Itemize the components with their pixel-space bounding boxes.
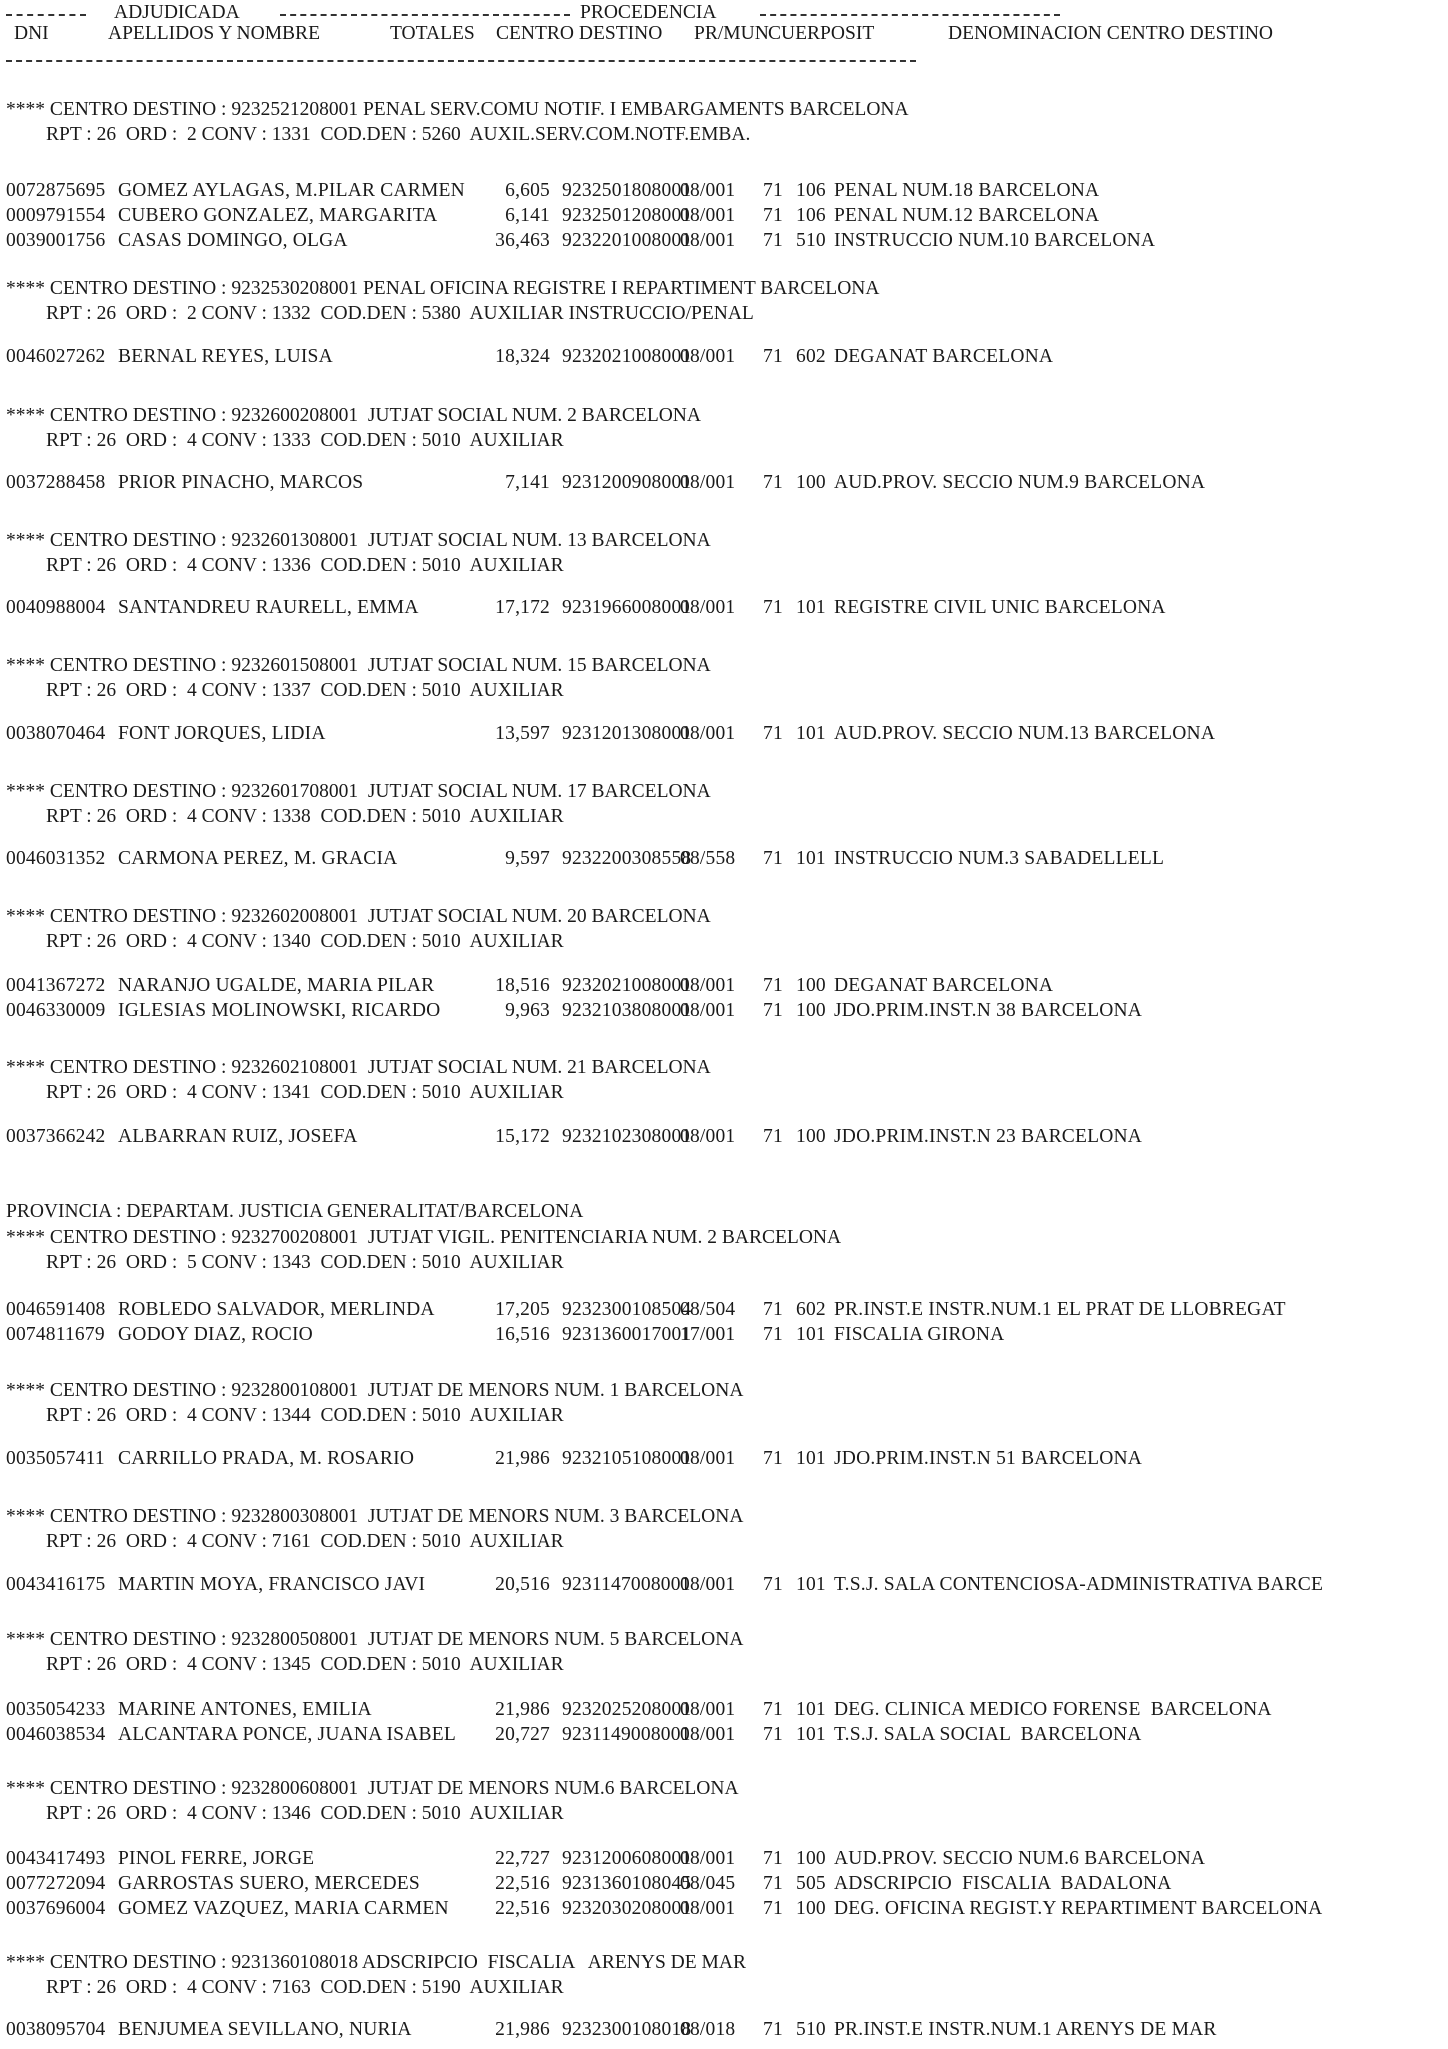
col-cuerpo: CUERPO xyxy=(768,23,845,44)
name-cell: MARTIN MOYA, FRANCISCO JAVI xyxy=(118,1574,426,1595)
prmun-cell: 08/001 xyxy=(680,1448,736,1469)
col-sit: SIT xyxy=(845,23,875,44)
dni-cell: 0035057411 xyxy=(6,1448,105,1469)
sit-cell: 510 xyxy=(796,2019,826,2040)
table-row xyxy=(0,721,1448,746)
dni-cell: 0039001756 xyxy=(6,230,106,251)
totales-cell: 6,141 xyxy=(505,205,550,226)
sit-cell: 106 xyxy=(796,180,826,201)
dni-cell: 0046330009 xyxy=(6,1000,106,1021)
denominacion-cell: JDO.PRIM.INST.N 51 BARCELONA xyxy=(834,1448,1143,1469)
prmun-cell: 08/018 xyxy=(680,2019,736,2040)
center-title-line xyxy=(0,528,1448,553)
cuerpo-cell: 71 xyxy=(763,597,783,618)
center-title-line xyxy=(0,276,1448,301)
cuerpo-cell: 71 xyxy=(763,1873,783,1894)
denominacion-cell: AUD.PROV. SECCIO NUM.13 BARCELONA xyxy=(834,723,1216,744)
center-title: **** CENTRO DESTINO : 9232602108001 JUTJAT SOCIAL NUM. 21 BARCELONA xyxy=(6,1057,711,1078)
name-cell: CASAS DOMINGO, OLGA xyxy=(118,230,348,251)
sit-cell: 510 xyxy=(796,230,826,251)
sit-cell: 100 xyxy=(796,1126,826,1147)
sit-cell: 100 xyxy=(796,975,826,996)
dni-cell: 0009791554 xyxy=(6,205,106,226)
centro-destino-cell: 9232021008001 xyxy=(562,346,692,367)
totales-cell: 9,963 xyxy=(505,1000,550,1021)
cuerpo-cell: 71 xyxy=(763,1724,783,1745)
centro-destino-cell: 9231966008001 xyxy=(562,597,692,618)
denominacion-cell: AUD.PROV. SECCIO NUM.9 BARCELONA xyxy=(834,472,1206,493)
centro-destino-cell: 9232300108504 xyxy=(562,1299,692,1320)
denominacion-cell: INSTRUCCIO NUM.10 BARCELONA xyxy=(834,230,1156,251)
name-cell: MARINE ANTONES, EMILIA xyxy=(118,1699,372,1720)
center-rpt-line xyxy=(0,1080,1448,1105)
totales-cell: 36,463 xyxy=(495,230,550,251)
center-title-line xyxy=(0,97,1448,122)
col-totales: TOTALES xyxy=(390,23,475,44)
dni-cell: 0046591408 xyxy=(6,1299,106,1320)
centro-destino-cell: 9232201008001 xyxy=(562,230,692,251)
center-title: **** CENTRO DESTINO : 9232800608001 JUTJAT DE MENORS NUM.6 BARCELONA xyxy=(6,1778,739,1799)
centro-destino-cell: 9232021008001 xyxy=(562,975,692,996)
center-title: **** CENTRO DESTINO : 9232800308001 JUTJAT DE MENORS NUM. 3 BARCELONA xyxy=(6,1506,744,1527)
dni-cell: 0074811679 xyxy=(6,1324,105,1345)
totales-cell: 6,605 xyxy=(505,180,550,201)
centro-destino-cell: 9231200908001 xyxy=(562,472,692,493)
denominacion-cell: T.S.J. SALA CONTENCIOSA-ADMINISTRATIVA BARCE xyxy=(834,1574,1324,1595)
cuerpo-cell: 71 xyxy=(763,346,783,367)
cuerpo-cell: 71 xyxy=(763,1898,783,1919)
center-title: **** CENTRO DESTINO : 9232800508001 JUTJAT DE MENORS NUM. 5 BARCELONA xyxy=(6,1629,744,1650)
name-cell: CUBERO GONZALEZ, MARGARITA xyxy=(118,205,438,226)
denominacion-cell: T.S.J. SALA SOCIAL BARCELONA xyxy=(834,1724,1142,1745)
prmun-cell: 08/001 xyxy=(680,1000,736,1021)
sit-cell: 101 xyxy=(796,723,826,744)
center-title-line xyxy=(0,779,1448,804)
name-cell: GOMEZ AYLAGAS, M.PILAR CARMEN xyxy=(118,180,465,201)
denominacion-cell: JDO.PRIM.INST.N 38 BARCELONA xyxy=(834,1000,1143,1021)
centro-destino-cell: 9231360017001 xyxy=(562,1324,692,1345)
cuerpo-cell: 71 xyxy=(763,472,783,493)
col-dni: DNI xyxy=(14,23,49,44)
totales-cell: 21,986 xyxy=(495,1699,550,1720)
cuerpo-cell: 71 xyxy=(763,180,783,201)
cuerpo-cell: 71 xyxy=(763,1574,783,1595)
prmun-cell: 08/001 xyxy=(680,180,736,201)
center-rpt: RPT : 26 ORD : 4 CONV : 1336 COD.DEN : 5010 AUXILIAR xyxy=(46,555,564,576)
table-row xyxy=(0,1697,1448,1722)
province-text: PROVINCIA : DEPARTAM. JUSTICIA GENERALITAT/BARCELONA xyxy=(6,1201,584,1222)
center-title: **** CENTRO DESTINO : 9232530208001 PENAL OFICINA REGISTRE I REPARTIMENT BARCELONA xyxy=(6,278,880,299)
totales-cell: 18,516 xyxy=(495,975,550,996)
center-title-line xyxy=(0,1776,1448,1801)
header-procedencia: PROCEDENCIA xyxy=(580,2,717,23)
denominacion-cell: PENAL NUM.12 BARCELONA xyxy=(834,205,1100,226)
center-rpt: RPT : 26 ORD : 4 CONV : 1338 COD.DEN : 5010 AUXILIAR xyxy=(46,806,564,827)
totales-cell: 18,324 xyxy=(495,346,550,367)
dni-cell: 0037288458 xyxy=(6,472,106,493)
center-title: **** CENTRO DESTINO : 9231360108018 ADSCRIPCIO FISCALIA ARENYS DE MAR xyxy=(6,1952,746,1973)
table-row xyxy=(0,998,1448,1023)
center-rpt-line xyxy=(0,678,1448,703)
center-rpt-line xyxy=(0,1529,1448,1554)
sit-cell: 100 xyxy=(796,1000,826,1021)
center-rpt-line xyxy=(0,1403,1448,1428)
prmun-cell: 08/001 xyxy=(680,205,736,226)
table-row xyxy=(0,1722,1448,1747)
center-rpt: RPT : 26 ORD : 4 CONV : 7161 COD.DEN : 5010 AUXILIAR xyxy=(46,1531,564,1552)
table-row xyxy=(0,1896,1448,1921)
denominacion-cell: JDO.PRIM.INST.N 23 BARCELONA xyxy=(834,1126,1143,1147)
center-title-line xyxy=(0,403,1448,428)
prmun-cell: 08/001 xyxy=(680,723,736,744)
table-row xyxy=(0,1124,1448,1149)
center-rpt: RPT : 26 ORD : 4 CONV : 1333 COD.DEN : 5010 AUXILIAR xyxy=(46,430,564,451)
totales-cell: 22,516 xyxy=(495,1898,550,1919)
totales-cell: 22,516 xyxy=(495,1873,550,1894)
prmun-cell: 08/001 xyxy=(680,975,736,996)
center-title: **** CENTRO DESTINO : 9232601708001 JUTJAT SOCIAL NUM. 17 BARCELONA xyxy=(6,781,711,802)
col-denominacion: DENOMINACION CENTRO DESTINO xyxy=(948,23,1273,44)
sit-cell: 106 xyxy=(796,205,826,226)
name-cell: PINOL FERRE, JORGE xyxy=(118,1848,315,1869)
centro-destino-cell: 9231200608001 xyxy=(562,1848,692,1869)
center-title: **** CENTRO DESTINO : 9232602008001 JUTJAT SOCIAL NUM. 20 BARCELONA xyxy=(6,906,711,927)
cuerpo-cell: 71 xyxy=(763,975,783,996)
prmun-cell: 08/001 xyxy=(680,597,736,618)
denominacion-cell: AUD.PROV. SECCIO NUM.6 BARCELONA xyxy=(834,1848,1206,1869)
name-cell: BENJUMEA SEVILLANO, NURIA xyxy=(118,2019,412,2040)
prmun-cell: 08/001 xyxy=(680,1848,736,1869)
sit-cell: 101 xyxy=(796,1574,826,1595)
cuerpo-cell: 71 xyxy=(763,1448,783,1469)
totales-cell: 20,727 xyxy=(495,1724,550,1745)
name-cell: PRIOR PINACHO, MARCOS xyxy=(118,472,364,493)
center-rpt: RPT : 26 ORD : 4 CONV : 7163 COD.DEN : 5190 AUXILIAR xyxy=(46,1977,564,1998)
dni-cell: 0041367272 xyxy=(6,975,106,996)
sit-cell: 101 xyxy=(796,597,826,618)
table-row xyxy=(0,1846,1448,1871)
cuerpo-cell: 71 xyxy=(763,1000,783,1021)
center-rpt-line xyxy=(0,553,1448,578)
name-cell: BERNAL REYES, LUISA xyxy=(118,346,333,367)
centro-destino-cell: 9232501208001 xyxy=(562,205,692,226)
dni-cell: 0046038534 xyxy=(6,1724,106,1745)
denominacion-cell: ADSCRIPCIO FISCALIA BADALONA xyxy=(834,1873,1172,1894)
name-cell: FONT JORQUES, LIDIA xyxy=(118,723,326,744)
sit-cell: 100 xyxy=(796,1898,826,1919)
centro-destino-cell: 9231147008001 xyxy=(562,1574,691,1595)
prmun-cell: 08/504 xyxy=(680,1299,736,1320)
center-rpt: RPT : 26 ORD : 4 CONV : 1337 COD.DEN : 5010 AUXILIAR xyxy=(46,680,564,701)
name-cell: CARRILLO PRADA, M. ROSARIO xyxy=(118,1448,415,1469)
center-rpt: RPT : 26 ORD : 4 CONV : 1341 COD.DEN : 5010 AUXILIAR xyxy=(46,1082,564,1103)
dni-cell: 0077272094 xyxy=(6,1873,106,1894)
header-divider xyxy=(280,14,570,16)
totales-cell: 16,516 xyxy=(495,1324,550,1345)
prmun-cell: 08/001 xyxy=(680,230,736,251)
table-row xyxy=(0,1297,1448,1322)
dni-cell: 0046031352 xyxy=(6,848,106,869)
sit-cell: 100 xyxy=(796,1848,826,1869)
col-name: APELLIDOS Y NOMBRE xyxy=(108,23,320,44)
prmun-cell: 08/001 xyxy=(680,1126,736,1147)
table-row xyxy=(0,595,1448,620)
dni-cell: 0037696004 xyxy=(6,1898,106,1919)
cuerpo-cell: 71 xyxy=(763,1126,783,1147)
cuerpo-cell: 71 xyxy=(763,1699,783,1720)
cuerpo-cell: 71 xyxy=(763,1324,783,1345)
center-title-line xyxy=(0,1055,1448,1080)
cuerpo-cell: 71 xyxy=(763,1299,783,1320)
dni-cell: 0046027262 xyxy=(6,346,106,367)
center-rpt-line xyxy=(0,1801,1448,1826)
center-title-line xyxy=(0,1950,1448,1975)
header-adjudicada: ADJUDICADA xyxy=(114,2,240,23)
table-row xyxy=(0,203,1448,228)
sit-cell: 602 xyxy=(796,1299,826,1320)
center-title-line xyxy=(0,904,1448,929)
center-title-line xyxy=(0,1504,1448,1529)
totales-cell: 17,205 xyxy=(495,1299,550,1320)
center-rpt-line xyxy=(0,1652,1448,1677)
centro-destino-cell: 9232300108018 xyxy=(562,2019,692,2040)
name-cell: NARANJO UGALDE, MARIA PILAR xyxy=(118,975,435,996)
centro-destino-cell: 9231360108045 xyxy=(562,1873,692,1894)
table-row xyxy=(0,1871,1448,1896)
table-row xyxy=(0,470,1448,495)
col-centro-destino: CENTRO DESTINO xyxy=(496,23,663,44)
center-rpt-line xyxy=(0,804,1448,829)
denominacion-cell: DEGANAT BARCELONA xyxy=(834,975,1054,996)
name-cell: CARMONA PEREZ, M. GRACIA xyxy=(118,848,398,869)
denominacion-cell: DEG. CLINICA MEDICO FORENSE BARCELONA xyxy=(834,1699,1272,1720)
dni-cell: 0035054233 xyxy=(6,1699,106,1720)
table-row xyxy=(0,973,1448,998)
centro-destino-cell: 9232025208001 xyxy=(562,1699,692,1720)
cuerpo-cell: 71 xyxy=(763,848,783,869)
table-row xyxy=(0,178,1448,203)
table-row xyxy=(0,344,1448,369)
dni-cell: 0040988004 xyxy=(6,597,106,618)
centro-destino-cell: 9232200308558 xyxy=(562,848,692,869)
totales-cell: 22,727 xyxy=(495,1848,550,1869)
centro-destino-cell: 9231201308001 xyxy=(562,723,692,744)
sit-cell: 505 xyxy=(796,1873,826,1894)
totales-cell: 7,141 xyxy=(505,472,550,493)
table-row xyxy=(0,1322,1448,1347)
sit-cell: 101 xyxy=(796,848,826,869)
header-divider xyxy=(6,60,916,62)
sit-cell: 101 xyxy=(796,1699,826,1720)
center-rpt: RPT : 26 ORD : 2 CONV : 1332 COD.DEN : 5380 AUXILIAR INSTRUCCIO/PENAL xyxy=(46,303,754,324)
sit-cell: 100 xyxy=(796,472,826,493)
name-cell: SANTANDREU RAURELL, EMMA xyxy=(118,597,419,618)
name-cell: ALCANTARA PONCE, JUANA ISABEL xyxy=(118,1724,456,1745)
center-rpt-line xyxy=(0,1975,1448,2000)
dni-cell: 0038070464 xyxy=(6,723,106,744)
totales-cell: 9,597 xyxy=(505,848,550,869)
center-title: **** CENTRO DESTINO : 9232601308001 JUTJAT SOCIAL NUM. 13 BARCELONA xyxy=(6,530,711,551)
prmun-cell: 08/001 xyxy=(680,472,736,493)
sit-cell: 101 xyxy=(796,1324,826,1345)
center-title-line xyxy=(0,1378,1448,1403)
cuerpo-cell: 71 xyxy=(763,205,783,226)
denominacion-cell: INSTRUCCIO NUM.3 SABADELLELL xyxy=(834,848,1165,869)
name-cell: ROBLEDO SALVADOR, MERLINDA xyxy=(118,1299,435,1320)
name-cell: GODOY DIAZ, ROCIO xyxy=(118,1324,313,1345)
prmun-cell: 17/001 xyxy=(680,1324,736,1345)
prmun-cell: 08/001 xyxy=(680,1898,736,1919)
dni-cell: 0043417493 xyxy=(6,1848,106,1869)
cuerpo-cell: 71 xyxy=(763,2019,783,2040)
prmun-cell: 08/558 xyxy=(680,848,736,869)
denominacion-cell: DEGANAT BARCELONA xyxy=(834,346,1054,367)
center-title-line xyxy=(0,653,1448,678)
denominacion-cell: PENAL NUM.18 BARCELONA xyxy=(834,180,1100,201)
name-cell: GARROSTAS SUERO, MERCEDES xyxy=(118,1873,420,1894)
prmun-cell: 08/001 xyxy=(680,1699,736,1720)
cuerpo-cell: 71 xyxy=(763,1848,783,1869)
totales-cell: 15,172 xyxy=(495,1126,550,1147)
center-rpt: RPT : 26 ORD : 4 CONV : 1344 COD.DEN : 5010 AUXILIAR xyxy=(46,1405,564,1426)
denominacion-cell: PR.INST.E INSTR.NUM.1 EL PRAT DE LLOBREGAT xyxy=(834,1299,1286,1320)
center-rpt-line xyxy=(0,122,1448,147)
column-header-row xyxy=(0,21,1448,46)
centro-destino-cell: 9232030208001 xyxy=(562,1898,692,1919)
denominacion-cell: PR.INST.E INSTR.NUM.1 ARENYS DE MAR xyxy=(834,2019,1217,2040)
prmun-cell: 08/001 xyxy=(680,346,736,367)
center-title-line xyxy=(0,1225,1448,1250)
center-rpt: RPT : 26 ORD : 4 CONV : 1346 COD.DEN : 5010 AUXILIAR xyxy=(46,1803,564,1824)
center-title: **** CENTRO DESTINO : 9232521208001 PENAL SERV.COMU NOTIF. I EMBARGAMENTS BARCELONA xyxy=(6,99,909,120)
center-title: **** CENTRO DESTINO : 9232700208001 JUTJAT VIGIL. PENITENCIARIA NUM. 2 BARCELONA xyxy=(6,1227,842,1248)
table-row xyxy=(0,1446,1448,1471)
cuerpo-cell: 71 xyxy=(763,230,783,251)
center-title: **** CENTRO DESTINO : 9232601508001 JUTJAT SOCIAL NUM. 15 BARCELONA xyxy=(6,655,711,676)
table-row xyxy=(0,2017,1448,2042)
center-title: **** CENTRO DESTINO : 9232800108001 JUTJAT DE MENORS NUM. 1 BARCELONA xyxy=(6,1380,744,1401)
sit-cell: 602 xyxy=(796,346,826,367)
table-row xyxy=(0,1572,1448,1597)
totales-cell: 20,516 xyxy=(495,1574,550,1595)
dni-cell: 0043416175 xyxy=(6,1574,106,1595)
prmun-cell: 08/001 xyxy=(680,1724,736,1745)
center-rpt: RPT : 26 ORD : 2 CONV : 1331 COD.DEN : 5260 AUXIL.SERV.COM.NOTF.EMBA. xyxy=(46,124,751,145)
table-row xyxy=(0,228,1448,253)
totales-cell: 17,172 xyxy=(495,597,550,618)
name-cell: ALBARRAN RUIZ, JOSEFA xyxy=(118,1126,358,1147)
dni-cell: 0037366242 xyxy=(6,1126,106,1147)
header-divider xyxy=(760,14,1060,16)
center-rpt-line xyxy=(0,301,1448,326)
table-row xyxy=(0,846,1448,871)
col-prmun: PR/MUN xyxy=(694,23,769,44)
province-line xyxy=(0,1199,1448,1224)
dni-cell: 0038095704 xyxy=(6,2019,106,2040)
center-rpt-line xyxy=(0,428,1448,453)
center-rpt: RPT : 26 ORD : 5 CONV : 1343 COD.DEN : 5010 AUXILIAR xyxy=(46,1252,564,1273)
dni-cell: 0072875695 xyxy=(6,180,106,201)
name-cell: GOMEZ VAZQUEZ, MARIA CARMEN xyxy=(118,1898,449,1919)
centro-destino-cell: 9232103808001 xyxy=(562,1000,692,1021)
centro-destino-cell: 9232501808001 xyxy=(562,180,692,201)
totales-cell: 21,986 xyxy=(495,2019,550,2040)
prmun-cell: 08/045 xyxy=(680,1873,736,1894)
center-title: **** CENTRO DESTINO : 9232600208001 JUTJAT SOCIAL NUM. 2 BARCELONA xyxy=(6,405,701,426)
denominacion-cell: DEG. OFICINA REGIST.Y REPARTIMENT BARCELONA xyxy=(834,1898,1323,1919)
cuerpo-cell: 71 xyxy=(763,723,783,744)
centro-destino-cell: 9231149008001 xyxy=(562,1724,691,1745)
name-cell: IGLESIAS MOLINOWSKI, RICARDO xyxy=(118,1000,441,1021)
denominacion-cell: FISCALIA GIRONA xyxy=(834,1324,1005,1345)
center-rpt-line xyxy=(0,929,1448,954)
center-rpt: RPT : 26 ORD : 4 CONV : 1345 COD.DEN : 5010 AUXILIAR xyxy=(46,1654,564,1675)
centro-destino-cell: 9232105108001 xyxy=(562,1448,692,1469)
totales-cell: 21,986 xyxy=(495,1448,550,1469)
sit-cell: 101 xyxy=(796,1448,826,1469)
totales-cell: 13,597 xyxy=(495,723,550,744)
prmun-cell: 08/001 xyxy=(680,1574,736,1595)
center-rpt: RPT : 26 ORD : 4 CONV : 1340 COD.DEN : 5010 AUXILIAR xyxy=(46,931,564,952)
centro-destino-cell: 9232102308001 xyxy=(562,1126,692,1147)
denominacion-cell: REGISTRE CIVIL UNIC BARCELONA xyxy=(834,597,1166,618)
sit-cell: 101 xyxy=(796,1724,826,1745)
center-rpt-line xyxy=(0,1250,1448,1275)
center-title-line xyxy=(0,1627,1448,1652)
